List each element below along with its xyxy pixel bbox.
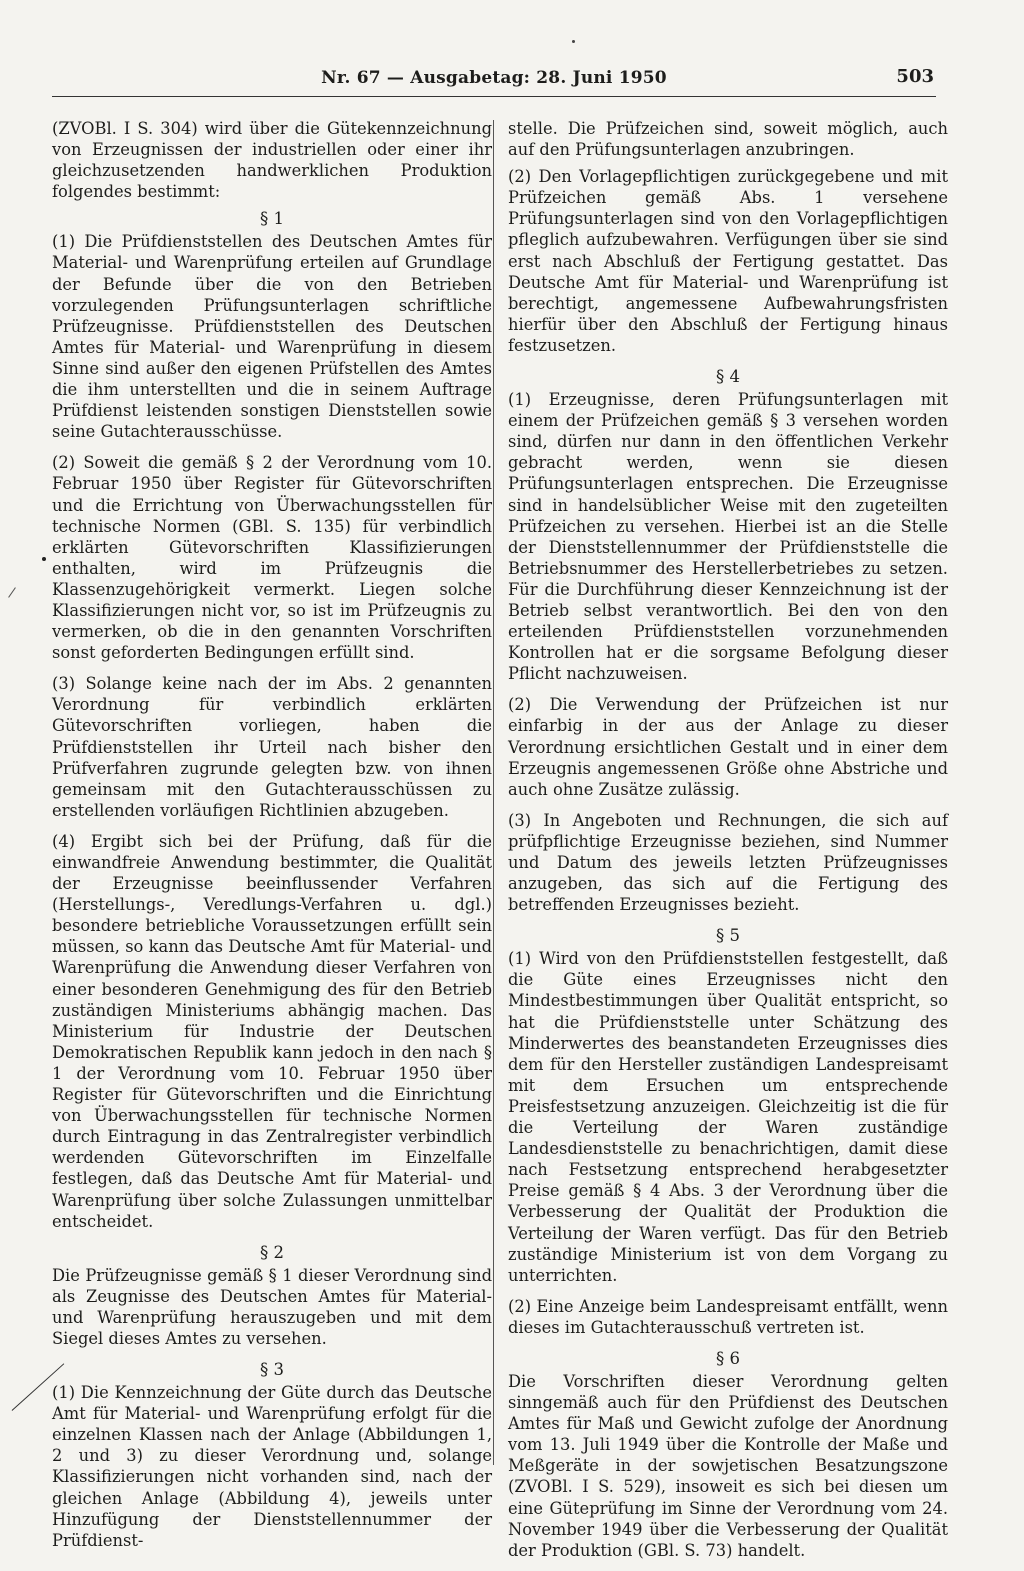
speck-mark [572,40,575,43]
paragraph-6: Die Vorschriften dieser Verordnung gelten sinngemäß auch für den Prüfdienst des Deutschen Amtes für Maß und Gewicht zufolge der Anordnung vom 13. Juli 1949 über die Kontrolle der Maße und Meßgeräte in der sowjetischen Besatzungszone (ZVOBl. I S. 529), insoweit es sich bei diesen um eine Güteprüfung im Sinne der Verordnung vom 24. November 1949 über die Verbesserung der Qualität der Produktion (GBl. S. 73) handelt. [508,1371,948,1560]
left-column [52,118,492,1561]
paragraph-1-1: (1) Die Prüfdienststellen des Deutschen Amtes für Material- und Warenprüfung erteilen auf Grundlage der Befunde über die von den Betrieben vorzulegenden Prüfungsunterlagen schriftliche Prüfzeugnisse. Prüfdienststellen des Deutschen Amtes für Material- und Warenprüfung in diesem Sinne sind außer den eigenen Prüfstellen des Amtes die ihm unterstellten und die in seinem Auftrage Prüfdienst leistenden sonstigen Dienststellen sowie seine Gutachterausschüsse. [52,232,492,442]
paragraph-4-3: (3) In Angeboten und Rechnungen, die sich auf prüfpflichtige Erzeugnisse beziehen, sind Nummer und Datum des jeweils letzten Prüfzeugnisses anzugeben, das sich auf die Fertigung des betreffenden Erzeugnisses bezieht. [508,810,948,915]
paragraph-4-1: (1) Erzeugnisse, deren Prüfungsunterlagen mit einem der Prüfzeichen gemäß § 3 versehen worden sind, dürfen nur dann in den öffentlichen Verkehr gebracht werden, wenn sie diesen Prüfungsunterlagen entsprechen. Die Erzeugnisse sind in handelsüblicher Weise mit den zugeteilten Prüfzeichen zu versehen. Hierbei ist an die Stelle der Dienststellennummer der Prüfdienststelle die Betriebsnummer des Herstellerbetriebes zu setzen. Für die Durchführung dieser Kennzeichnung ist der Betrieb selbst verantwortlich. Bei den von den erteilenden Prüfdienststellen vorzunehmenden Kontrollen hat er die sorgsame Befolgung dieser Pflicht nachzuweisen. [508,390,948,684]
margin-dot-mark [42,557,46,561]
section-heading-1: § 1 [260,209,284,229]
section-heading-4: § 4 [716,367,740,387]
section-heading-5: § 5 [716,926,740,946]
paragraph-3-2: (2) Den Vorlagepflichtigen zurückgegebene und mit Prüfzeichen gemäß Abs. 1 versehene Prüfungsunterlagen sind von den Vorlagepflichtigen pfleglich aufzubewahren. Verfügungen über sie sind erst nach Abschluß der Fertigung gestattet. Das Deutsche Amt für Material- und Warenprüfung ist berechtigt, angemessene Aufbewahrungsfristen hierfür über den Abschluß der Fertigung hinaus festzusetzen. [508,167,948,355]
page-header [52,64,936,97]
paragraph-1-3: (3) Solange keine nach der im Abs. 2 genannten Verordnung für verbindlich erklärten Gütevorschriften vorliegen, haben die Prüfdienststellen ihr Urteil nach bisher den Prüfverfahren zugrunde gelegten bzw. von ihnen gemeinsam mit den Gutachterausschüssen zu erstellenden vorläufigen Richtlinien abzugeben. [52,674,492,820]
paragraph-3-1: (1) Die Kennzeichnung der Güte durch das Deutsche Amt für Material- und Warenprüfung erfolgt für die einzelnen Klassen nach der Anlage (Abbildungen 1, 2 und 3) zu dieser Verordnung und, solange Klassifizierungen nicht vorhanden sind, nach der gleichen Anlage (Abbildung 4), jeweils unter Hinzufügung der Dienststellennummer der Prüfdienst- [52,1383,492,1550]
paragraph-2: Die Prüfzeugnisse gemäß § 1 dieser Verordnung sind als Zeugnisse des Deutschen Amtes für Material- und Warenprüfung herauszugeben und mit dem Siegel dieses Amtes zu versehen. [52,1265,492,1348]
section-heading-2: § 2 [260,1242,284,1262]
section-heading-3: § 3 [260,1360,284,1380]
paragraph-5-2: (2) Eine Anzeige beim Landespreisamt entfällt, wenn dieses im Gutachterausschuß vertreten ist. [508,1296,948,1337]
intro-paragraph: (ZVOBl. I S. 304) wird über die Gütekennzeichnung von Erzeugnissen der industriellen oder einer ihr gleichzusetzenden handwerklichen Produktion folgendes bestimmt: [52,119,492,202]
section-heading-6: § 6 [716,1348,740,1368]
paragraph-5-1: (1) Wird von den Prüfdienststellen festgestellt, daß die Güte eines Erzeugnisses nicht den Mindestbestimmungen über Qualität entspricht, so hat die Prüfdienststelle unter Schätzung des Minderwertes des beanstandeten Erzeugnisses dies dem für den Hersteller zuständigen Landespreisamt mit dem Ersuchen um entsprechende Preisfestsetzung anzuzeigen. Gleichzeitig ist die für die Verteilung der Waren zuständige Landesdienststelle zu benachrichtigen, damit diese nach Festsetzung entsprechend herabgesetzter Preise gemäß § 4 Abs. 3 der Verordnung über die Verbesserung der Qualität der Produktion die Verteilung der Waren verfügt. Das für den Betrieb zuständige Ministerium ist von dem Vorgang zu unterrichten. [508,949,948,1285]
margin-tick-mark [8,587,16,597]
paragraph-4-2: (2) Die Verwendung der Prüfzeichen ist nur einfarbig in der aus der Anlage zu dieser Verordnung ersichtlichen Gestalt und in einer dem Erzeugnis angemessenen Größe ohne Abstriche und auch ohne Zusätze zulässig. [508,695,948,799]
page-number: 503 [896,66,934,87]
right-column [508,118,948,1571]
column-divider [493,120,494,1465]
paragraph-1-2: (2) Soweit die gemäß § 2 der Verordnung vom 10. Februar 1950 über Register für Gütevorschriften und die Errichtung von Überwachungsstellen für technische Normen (GBl. S. 135) für verbindlich erklärten Gütevorschriften Klassifizierungen enthalten, wird im Prüfzeugnis die Klassenzugehörigkeit vermerkt. Liegen solche Klassifizierungen nicht vor, so ist im Prüfzeugnis zu vermerken, ob die in den genannten Vorschriften sonst geforderten Bedingungen erfüllt sind. [52,453,492,663]
issue-title: Nr. 67 — Ausgabetag: 28. Juni 1950 [321,68,667,88]
paragraph-3-1-cont: stelle. Die Prüfzeichen sind, soweit möglich, auch auf den Prüfungsunterlagen anzubringen. [508,119,948,160]
paragraph-1-4: (4) Ergibt sich bei der Prüfung, daß für die einwandfreie Anwendung bestimmter, die Qualität der Erzeugnisse beeinflussender Verfahren (Herstellungs-, Veredlungs-Verfahren u. dgl.) besondere betriebliche Voraussetzungen erfüllt sein müssen, so kann das Deutsche Amt für Material- und Warenprüfung die Anwendung dieser Verfahren von einer besonderen Genehmigung des für den Betrieb zuständigen Ministeriums abhängig machen. Das Ministerium für Industrie der Deutschen Demokratischen Republik kann jedoch in den nach § 1 der Verordnung vom 10. Februar 1950 über Register für Gütevorschriften und die Einrichtung von Überwachungsstellen für technische Normen durch Eintragung in das Zentralregister verbindlich werdenden Gütevorschriften im Einzelfalle festlegen, daß das Deutsche Amt für Material- und Warenprüfung über solche Zulassungen unmittelbar entscheidet. [52,831,492,1231]
